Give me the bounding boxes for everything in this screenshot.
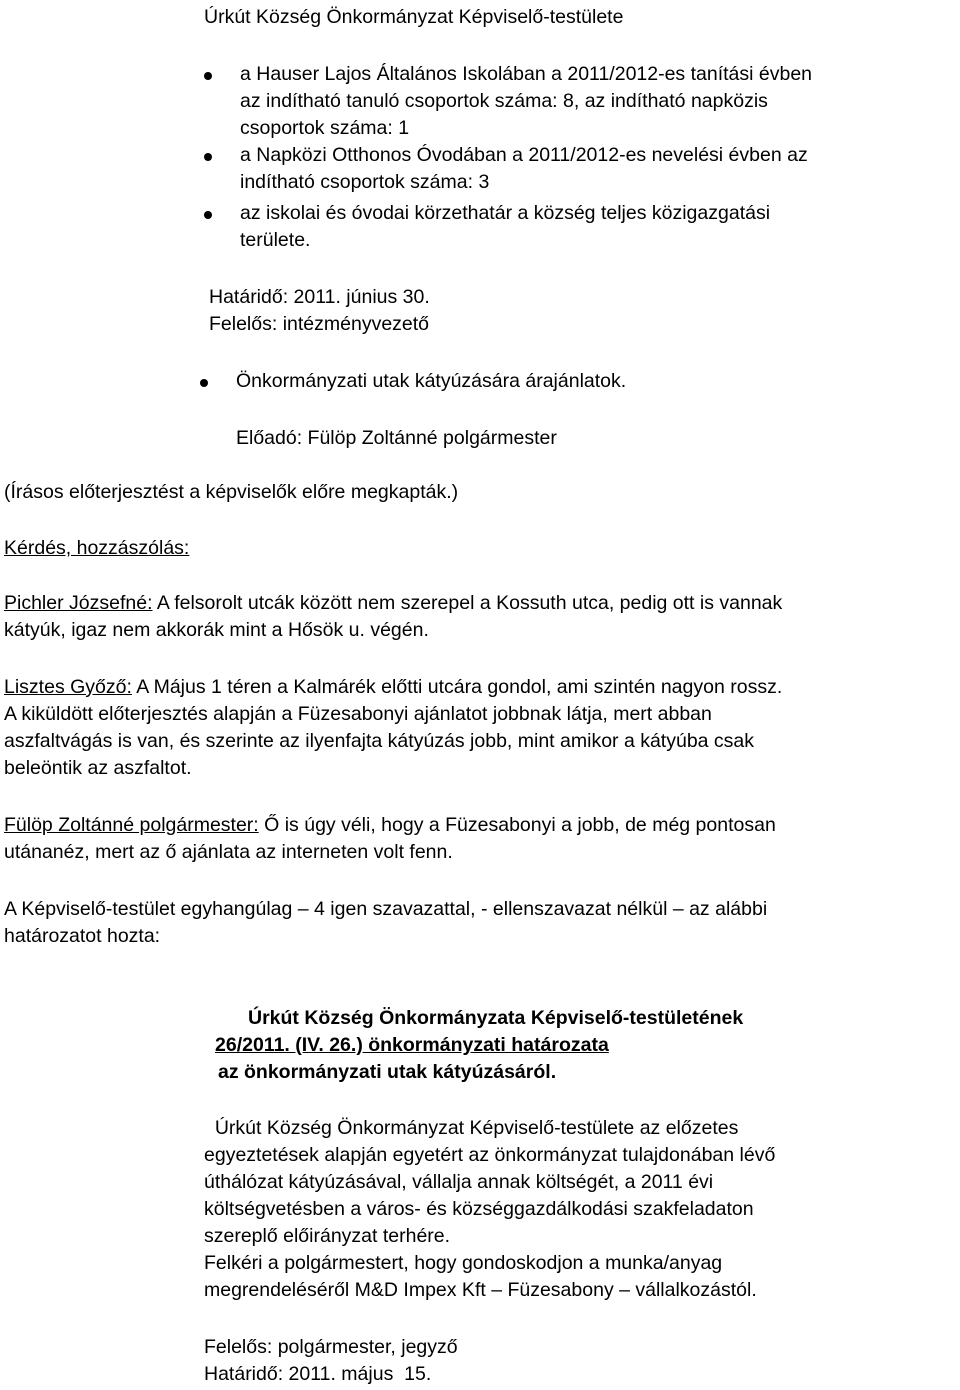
bullet-1-line-2: az indítható tanuló csoportok száma: 8, az indítható napközis (240, 90, 768, 112)
lisztes-comment-line-4: beleöntik az aszfaltot. (4, 757, 192, 779)
bullet-2-line-2: indítható csoportok száma: 3 (240, 171, 490, 193)
lisztes-comment-line-2: A kiküldött előterjesztés alapján a Füzesabonyi ajánlatot jobbnak látja, mert abban (4, 703, 712, 725)
resolution-body-line-1: Úrkút Község Önkormányzat Képviselő-testülete az előzetes (204, 1117, 739, 1139)
bullet-icon (204, 211, 212, 219)
resolution-body-line-4: költségvetésben a város- és községgazdálkodási szakfeladaton (204, 1198, 754, 1220)
bullet-1-line-3: csoportok száma: 1 (240, 117, 410, 139)
pichler-comment-line-1 (4, 590, 782, 617)
lisztes-comment-line-3: aszfaltvágás is van, és szerinte az ilyenfajta kátyúzás jobb, mint amikor a kátyúba csak (4, 730, 755, 752)
written-note: (Írásos előterjesztést a képviselők előre megkapták.) (4, 481, 459, 503)
resolution-title-line-3: az önkormányzati utak kátyúzásáról. (218, 1061, 557, 1083)
resolution-body-line-6: Felkéri a polgármestert, hogy gondoskodjon a munka/anyag (204, 1252, 723, 1274)
lisztes-text-1: A Május 1 téren a Kalmárék előtti utcára gondol, ami szintén nagyon rossz. (131, 676, 783, 698)
deadline-1: Határidő: 2011. június 30. (209, 286, 430, 308)
lisztes-name: Lisztes Győző: (4, 676, 132, 698)
agenda-item: Önkormányzati utak kátyúzására árajánlatok. (236, 370, 627, 392)
resolution-title-line-2: 26/2011. (IV. 26.) önkormányzati határozata (215, 1034, 609, 1056)
bullet-icon (200, 379, 208, 387)
bullet-3-line-2: területe. (240, 229, 311, 251)
fulop-name: Fülöp Zoltánné polgármester: (4, 814, 259, 836)
resolution-body-line-3: úthálózat kátyúzásával, vállalja annak költségét, a 2011 évi (204, 1171, 714, 1193)
fulop-text-1: Ő is úgy véli, hogy a Füzesabonyi a jobb, de még pontosan (258, 814, 776, 836)
bullet-icon (204, 153, 212, 161)
lisztes-comment-line-1 (4, 674, 782, 701)
fulop-comment-line-1 (4, 812, 776, 839)
bullet-icon (204, 72, 212, 80)
resolution-title-line-1: Úrkút Község Önkormányzata Képviselő-testületének (248, 1007, 744, 1029)
bullet-2-line-1: a Napközi Otthonos Óvodában a 2011/2012-es nevelési évben az (240, 144, 808, 166)
pichler-text-1: A felsorolt utcák között nem szerepel a Kossuth utca, pedig ott is vannak (152, 592, 783, 614)
fulop-comment-line-2: utánanéz, mert az ő ajánlata az interneten volt fenn. (4, 841, 453, 863)
vote-line-1: A Képviselő-testület egyhangúlag – 4 igen szavazattal, - ellenszavazat nélkül – az alábbi (4, 898, 768, 920)
bullet-3-line-1: az iskolai és óvodai körzethatár a község teljes közigazgatási (240, 202, 771, 224)
questions-label: Kérdés, hozzászólás: (4, 537, 190, 559)
responsible-2: Felelős: polgármester, jegyző (204, 1336, 458, 1358)
responsible-1: Felelős: intézményvezető (209, 313, 430, 335)
presenter: Előadó: Fülöp Zoltánné polgármester (236, 427, 557, 449)
page-heading: Úrkút Község Önkormányzat Képviselő-testülete (204, 6, 624, 28)
pichler-comment-line-2: kátyúk, igaz nem akkorák mint a Hősök u. végén. (4, 619, 429, 641)
resolution-body-line-5: szereplő előirányzat terhére. (204, 1225, 451, 1247)
bullet-1-line-1: a Hauser Lajos Általános Iskolában a 2011/2012-es tanítási évben (240, 63, 813, 85)
deadline-2: Határidő: 2011. május 15. (204, 1363, 432, 1385)
vote-line-2: határozatot hozta: (4, 925, 161, 947)
resolution-body-line-7: megrendeléséről M&D Impex Kft – Füzesabony – vállalkozástól. (204, 1279, 757, 1301)
resolution-body-line-2: egyeztetések alapján egyetért az önkormányzat tulajdonában lévő (204, 1144, 776, 1166)
pichler-name: Pichler Józsefné: (4, 592, 153, 614)
